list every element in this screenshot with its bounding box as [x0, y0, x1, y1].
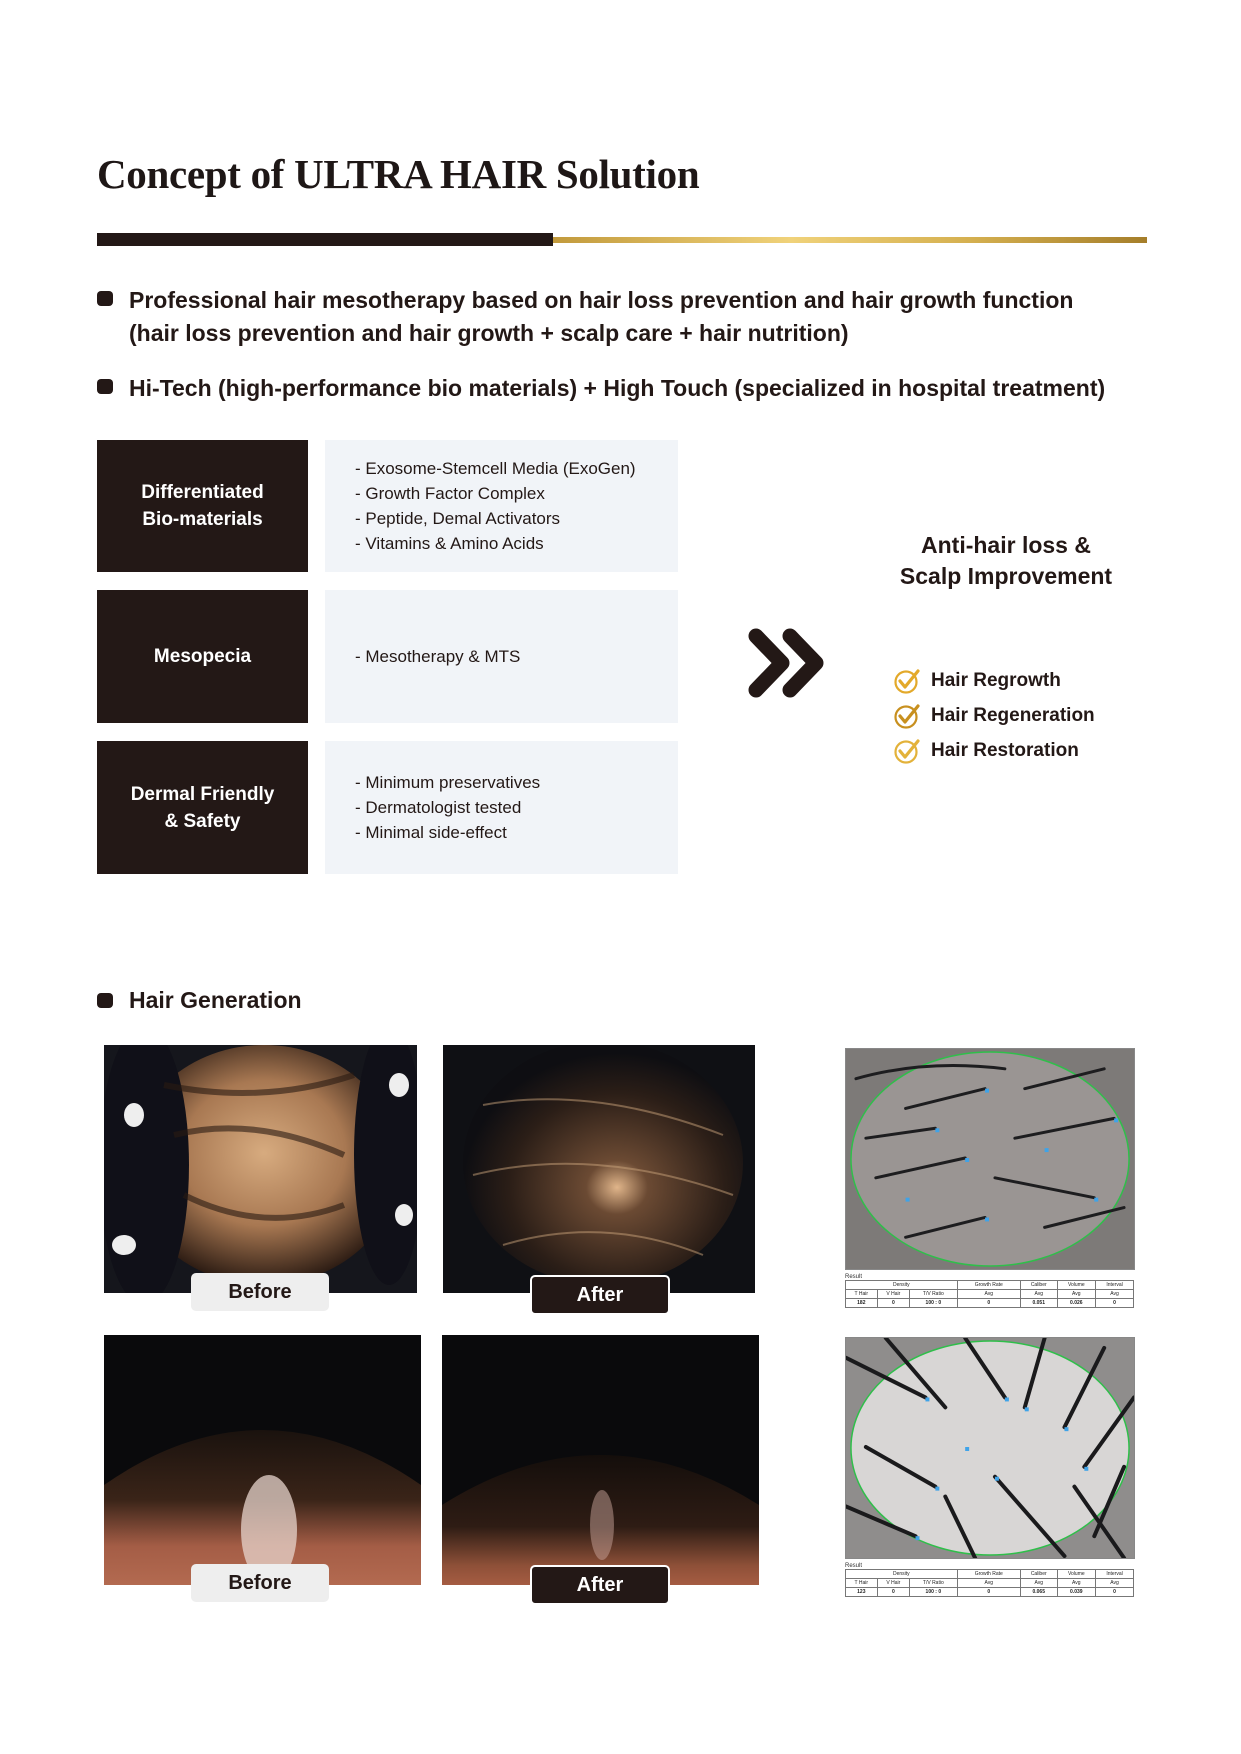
benefit-item — [893, 733, 1095, 768]
after-label-1: After — [530, 1275, 670, 1315]
table-subheader: Avg — [1020, 1290, 1057, 1299]
bullet-text — [129, 372, 1105, 405]
bullet-icon — [97, 993, 113, 1008]
before-label-2: Before — [191, 1564, 329, 1602]
result-title-line: Anti-hair loss & — [921, 532, 1091, 558]
table-header: Growth Rate — [957, 1281, 1020, 1290]
table-subheader: Avg — [957, 1579, 1020, 1588]
section-title-hair-generation — [97, 987, 302, 1014]
benefit-item — [893, 698, 1095, 733]
feature-detail-item: - Exosome-Stemcell Media (ExoGen) — [355, 459, 636, 478]
table-header: Interval — [1096, 1281, 1134, 1290]
double-chevron-icon — [748, 628, 828, 698]
bullet-item-2 — [97, 372, 1105, 405]
feature-label-mesopecia — [97, 590, 308, 723]
table-subheader: Avg — [1057, 1290, 1096, 1299]
title-rule-gold — [553, 237, 1147, 243]
table-subheader: Avg — [1020, 1579, 1057, 1588]
scope-result-1 — [845, 1274, 1134, 1308]
feature-label-line: Differentiated — [141, 482, 264, 503]
table-subheader: Avg — [1096, 1290, 1134, 1299]
feature-label-dermal-safety — [97, 741, 308, 874]
table-cell: 0 — [877, 1299, 909, 1308]
scope-result-label: Result — [845, 1274, 863, 1280]
table-cell: 100 : 0 — [910, 1299, 958, 1308]
table-cell: 0.065 — [1020, 1588, 1057, 1597]
table-cell: 0 — [957, 1299, 1020, 1308]
photo-hairline-after — [442, 1335, 759, 1585]
scope-result-2 — [845, 1563, 1134, 1597]
table-subheader: Avg — [957, 1290, 1020, 1299]
table-header: Interval — [1096, 1570, 1134, 1579]
table-cell: 0 — [877, 1588, 909, 1597]
table-header: Growth Rate — [957, 1570, 1020, 1579]
result-panel-title — [876, 530, 1136, 592]
table-header: Volume — [1057, 1570, 1096, 1579]
table-header: Density — [846, 1281, 958, 1290]
table-subheader: Avg — [1057, 1579, 1096, 1588]
bullet-line: (hair loss prevention and hair growth + scalp care + hair nutrition) — [129, 320, 849, 346]
feature-detail-item: - Minimum preservatives — [355, 773, 541, 792]
feature-detail-bio-materials — [325, 440, 678, 572]
table-subheader: Avg — [1096, 1579, 1134, 1588]
bullet-text — [129, 284, 1073, 350]
table-subheader: T Hair — [846, 1579, 878, 1588]
feature-detail-item: - Peptide, Demal Activators — [355, 509, 561, 528]
table-header: Caliber — [1020, 1570, 1057, 1579]
table-header: Density — [846, 1570, 958, 1579]
title-rule-dark — [97, 233, 553, 246]
after-label-2: After — [530, 1565, 670, 1605]
table-cell: 0 — [1096, 1299, 1134, 1308]
table-header: Volume — [1057, 1281, 1096, 1290]
feature-label-bio-materials — [97, 440, 308, 572]
check-circle-icon — [893, 737, 921, 765]
scope-image-2 — [845, 1337, 1135, 1559]
scope-result-table — [845, 1569, 1134, 1597]
feature-detail-mesopecia — [325, 590, 678, 723]
table-subheader: T/V Ratio — [910, 1290, 958, 1299]
before-label-1: Before — [191, 1273, 329, 1311]
table-cell: 0 — [957, 1588, 1020, 1597]
scope-image-1 — [845, 1048, 1135, 1270]
feature-label-line: Dermal Friendly — [130, 783, 275, 805]
scope-result-table — [845, 1280, 1134, 1308]
feature-label-line: Bio-materials — [142, 509, 263, 530]
bullet-line: Hi-Tech (high-performance bio materials) + High Touch (specialized in hospital treatment) — [129, 375, 1106, 401]
feature-detail-item: - Minimal side-effect — [355, 823, 507, 842]
photo-crown-after — [443, 1045, 755, 1293]
feature-detail-item: - Vitamins & Amino Acids — [355, 534, 544, 553]
table-cell: 0 — [1096, 1588, 1134, 1597]
photo-hairline-before — [104, 1335, 421, 1585]
result-title-line: Scalp Improvement — [899, 563, 1113, 589]
table-header: Caliber — [1020, 1281, 1057, 1290]
photo-crown-before — [104, 1045, 417, 1293]
section-title-text: Hair Generation — [129, 987, 302, 1013]
table-cell: 0.039 — [1057, 1588, 1096, 1597]
benefit-item — [893, 663, 1095, 698]
table-cell: 182 — [846, 1299, 878, 1308]
benefit-label: Hair Restoration — [931, 739, 1079, 761]
table-subheader: V Hair — [877, 1290, 909, 1299]
bullet-icon — [97, 379, 113, 394]
table-subheader: T Hair — [846, 1290, 878, 1299]
check-circle-icon — [893, 702, 921, 730]
feature-label-line: & Safety — [164, 810, 241, 832]
benefit-label: Hair Regrowth — [931, 669, 1061, 691]
feature-detail-item: - Mesotherapy & MTS — [355, 647, 521, 666]
table-cell: 0.051 — [1020, 1299, 1057, 1308]
page-title: Concept of ULTRA HAIR Solution — [97, 151, 700, 197]
feature-detail-item: - Growth Factor Complex — [355, 484, 545, 503]
bullet-icon — [97, 291, 113, 306]
feature-detail-item: - Dermatologist tested — [355, 798, 522, 817]
table-subheader: V Hair — [877, 1579, 909, 1588]
benefit-list — [893, 663, 1095, 768]
feature-detail-dermal-safety — [325, 741, 678, 874]
benefit-label: Hair Regeneration — [931, 704, 1095, 726]
table-cell: 0.026 — [1057, 1299, 1096, 1308]
table-subheader: T/V Ratio — [910, 1579, 958, 1588]
bullet-line: Professional hair mesotherapy based on hair loss prevention and hair growth function — [129, 287, 1074, 313]
scope-result-label: Result — [845, 1563, 863, 1569]
table-cell: 100 : 0 — [910, 1588, 958, 1597]
feature-label-line: Mesopecia — [153, 646, 252, 667]
table-cell: 123 — [846, 1588, 878, 1597]
check-circle-icon — [893, 667, 921, 695]
bullet-item-1 — [97, 284, 1073, 350]
